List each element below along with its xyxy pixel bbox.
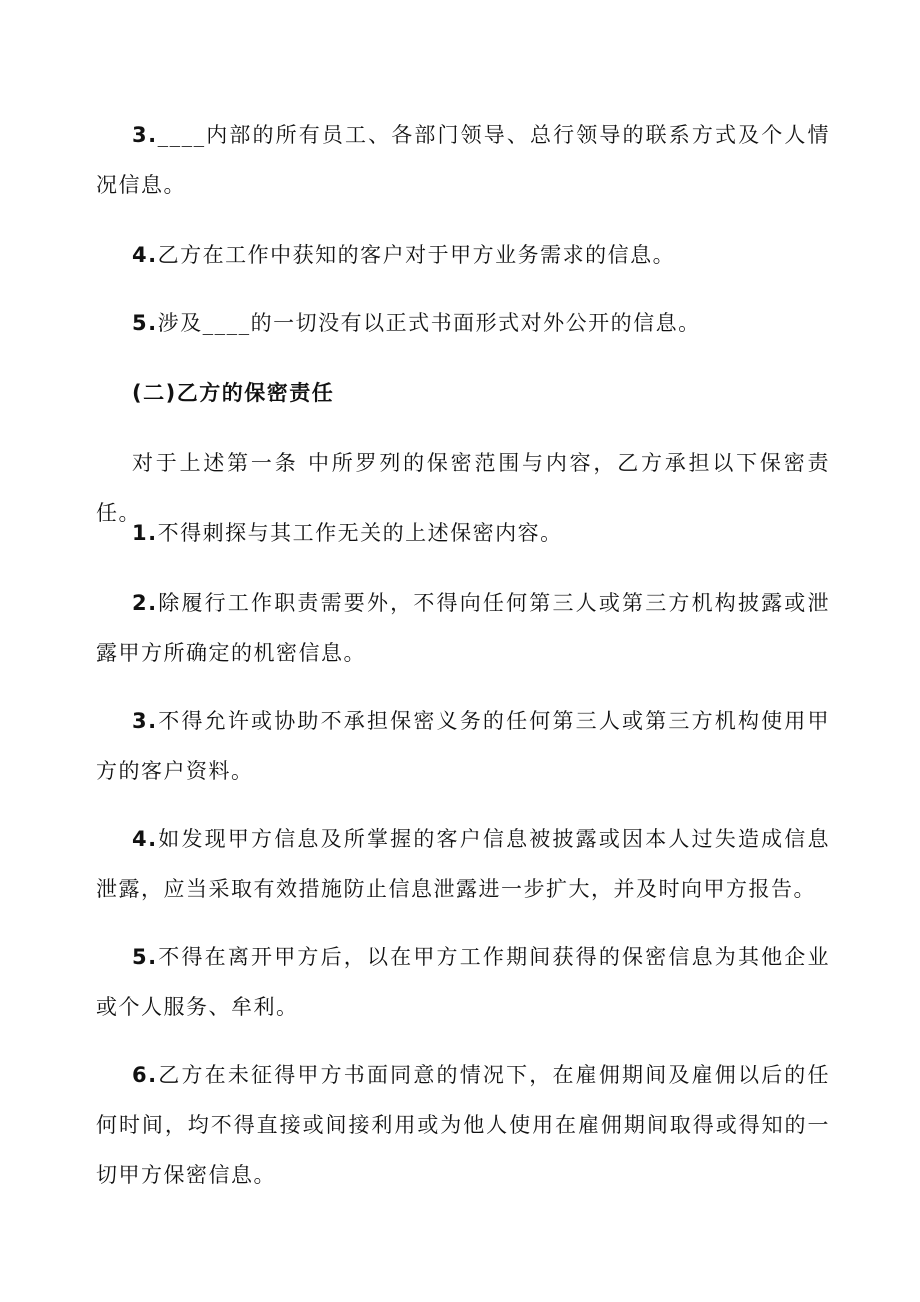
- paragraph-text: 乙方在未征得甲方书面同意的情况下，在雇佣期间及雇佣以后的任何时间，均不得直接或间接利用或为他人使用在雇佣期间取得或得知的一切甲方保密信息。: [96, 1063, 830, 1187]
- paragraph-text: 如发现甲方信息及所掌握的客户信息被披露或因本人过失造成信息泄露，应当采取有效措施防止信息泄露进一步扩大，并及时向甲方报告。: [96, 827, 830, 901]
- paragraph-duty-3: [96, 696, 830, 796]
- paragraph-text: ____内部的所有员工、各部门领导、总行领导的联系方式及个人情况信息。: [96, 123, 830, 197]
- paragraph-number: 4.: [132, 243, 158, 267]
- paragraph-number: 3.: [132, 123, 158, 147]
- paragraph-number: 3.: [132, 709, 158, 733]
- paragraph-item-5-unpublished-info: [96, 298, 830, 348]
- paragraph-number: 6.: [132, 1063, 158, 1087]
- paragraph-text: 不得在离开甲方后，以在甲方工作期间获得的保密信息为其他企业或个人服务、牟利。: [96, 945, 830, 1019]
- paragraph-duty-4: [96, 814, 830, 914]
- paragraph-number: 1.: [132, 521, 158, 545]
- paragraph-item-3-contacts: [96, 110, 830, 210]
- section-heading: (二)乙方的保密责任: [132, 381, 335, 405]
- paragraph-duty-1: [96, 508, 830, 558]
- paragraph-duty-2: [96, 578, 830, 678]
- paragraph-number: 5.: [132, 311, 158, 335]
- paragraph-text: 除履行工作职责需要外，不得向任何第三人或第三方机构披露或泄露甲方所确定的机密信息。: [96, 591, 830, 665]
- paragraph-text: 涉及____的一切没有以正式书面形式对外公开的信息。: [157, 311, 701, 335]
- paragraph-number: 2.: [132, 591, 158, 615]
- paragraph-text: 对于上述第一条 中所罗列的保密范围与内容，乙方承担以下保密责任。: [96, 451, 830, 525]
- paragraph-number: 5.: [132, 945, 158, 969]
- paragraph-item-4-client-needs: [96, 230, 830, 280]
- paragraph-number: 4.: [132, 827, 158, 851]
- paragraph-text: 乙方在工作中获知的客户对于甲方业务需求的信息。: [157, 243, 676, 267]
- paragraph-duty-6: [96, 1050, 830, 1200]
- paragraph-duty-5: [96, 932, 830, 1032]
- paragraph-text: 不得刺探与其工作无关的上述保密内容。: [157, 521, 563, 545]
- paragraph-text: 不得允许或协助不承担保密义务的任何第三人或第三方机构使用甲方的客户资料。: [96, 709, 830, 783]
